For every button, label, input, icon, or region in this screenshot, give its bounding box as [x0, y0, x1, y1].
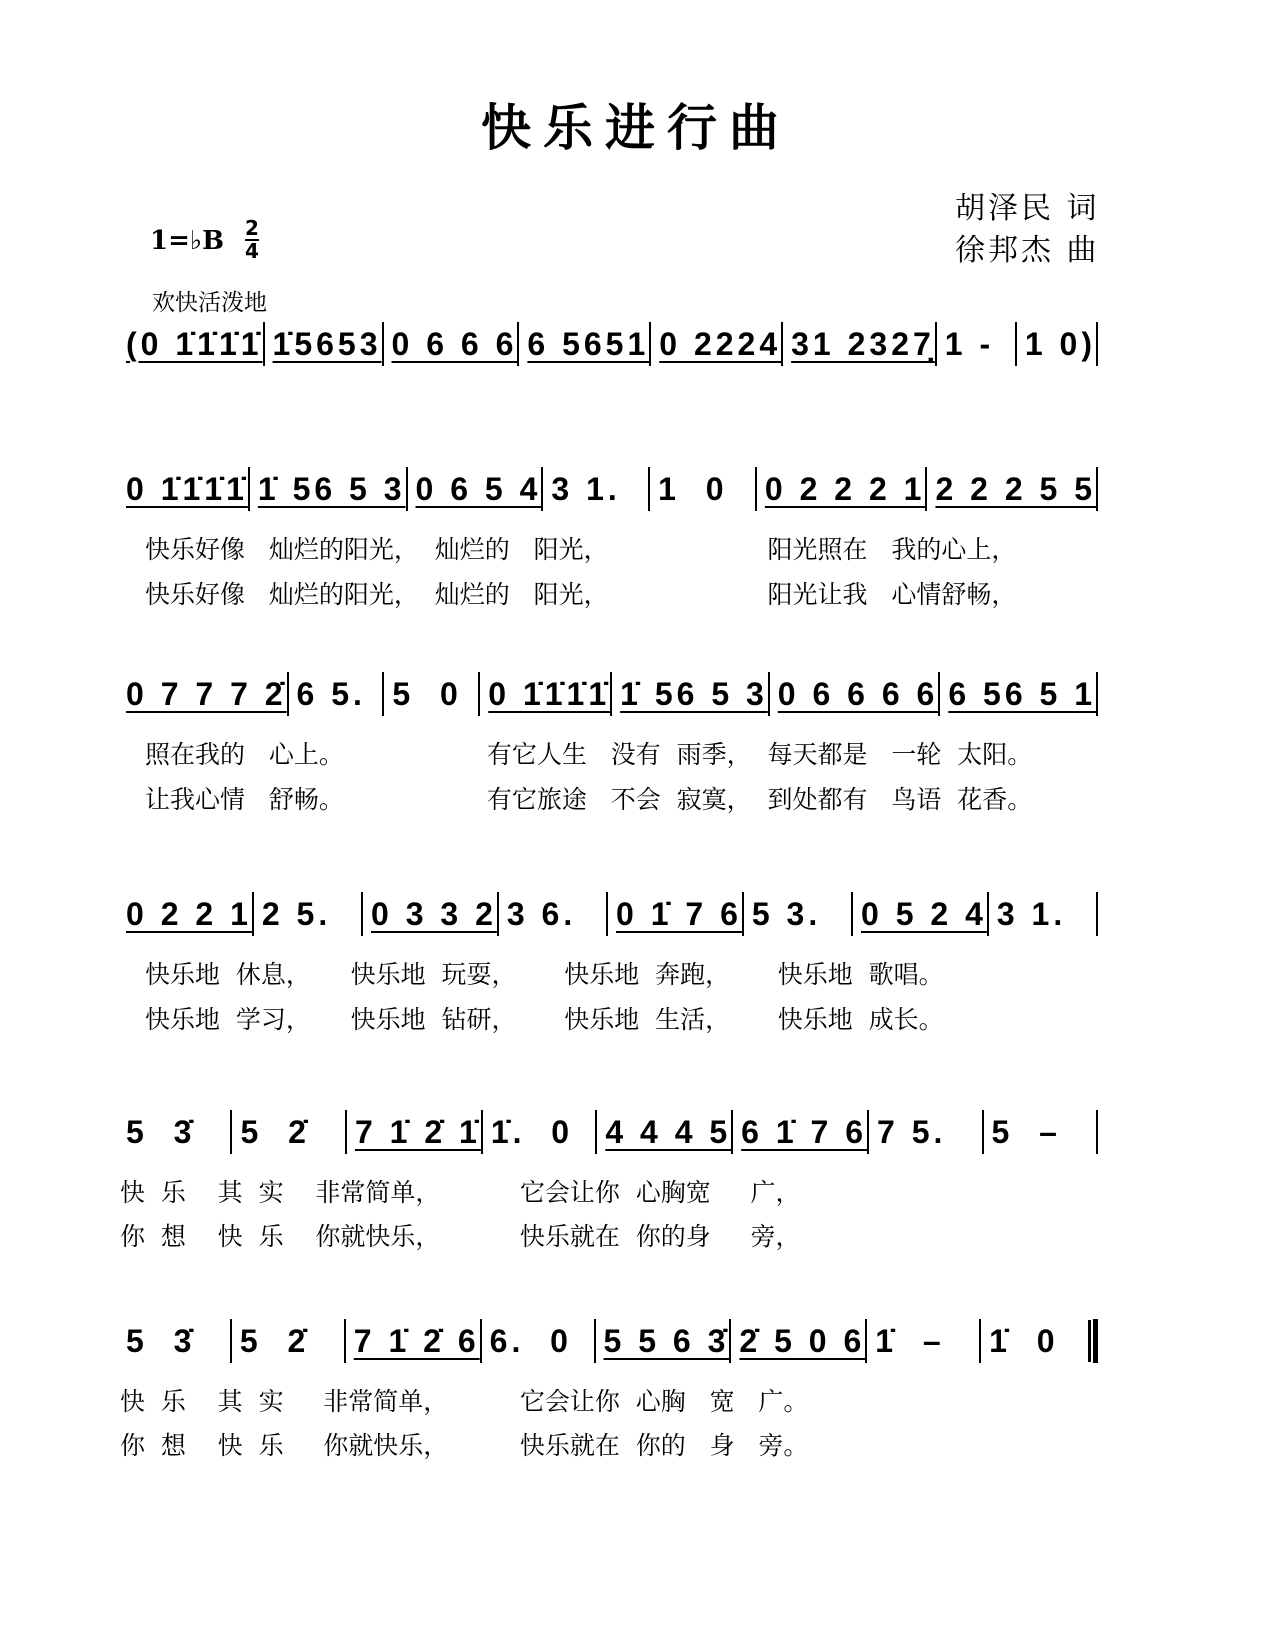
song-title: 快乐进行曲	[481, 98, 791, 157]
measure	[384, 326, 518, 363]
measure	[118, 1323, 230, 1360]
measure	[867, 1323, 979, 1360]
measure	[519, 326, 649, 363]
measure-notes: 0 6 6 6 6	[777, 675, 939, 712]
measure-notes: 0 1̇1̇1̇1̇	[126, 470, 248, 507]
measure-notes: 1̇ 0	[989, 1322, 1059, 1359]
measure	[482, 1323, 594, 1360]
measure-notes: 1 0	[658, 470, 728, 507]
measure-notes: 1̇ –	[875, 1322, 945, 1359]
measure-notes: 0 6 5 4	[415, 470, 542, 507]
measure	[118, 896, 252, 933]
measure	[118, 1114, 230, 1151]
measure-notes: 1 0)	[1024, 325, 1096, 362]
barline	[1096, 672, 1098, 716]
measure	[499, 896, 606, 933]
measure	[596, 1323, 730, 1360]
measure-notes: 5 0	[392, 675, 462, 712]
measure-notes: 0 5 2 4	[861, 895, 987, 932]
measure	[869, 1114, 981, 1151]
barline	[1096, 892, 1098, 936]
measure-notes: 0 6 6 6	[391, 325, 518, 362]
measure-notes: 0 1̇ 7 6	[616, 895, 742, 932]
measure	[731, 1323, 865, 1360]
measure-notes: 4 4 4 5	[605, 1113, 732, 1150]
time-signature	[245, 218, 259, 262]
barline	[1096, 467, 1098, 511]
measure	[981, 1323, 1093, 1360]
music-system	[118, 320, 1098, 368]
measure-notes: 6. 0	[489, 1322, 572, 1359]
tempo-marking: 欢快活泼地	[152, 290, 267, 316]
measure	[984, 1114, 1096, 1151]
measure	[989, 896, 1096, 933]
measure-notes: 1̇5653	[272, 325, 382, 362]
measure	[608, 896, 742, 933]
music-system	[118, 1108, 1098, 1156]
measure	[853, 896, 987, 933]
lyrics-verse-2: 快乐好像 灿烂的阳光， 灿烂的 阳光， 阳光让我 心情舒畅，	[145, 580, 1017, 609]
measure-notes: 5 3̇	[126, 1113, 196, 1150]
lyrics-verse-1: 快 乐 其 实 非常简单， 它会让你 心胸 宽 广。	[120, 1387, 809, 1416]
measure	[937, 326, 1015, 363]
measure	[650, 471, 755, 508]
barline	[1096, 322, 1098, 366]
lyrics-verse-2: 你 想 快 乐 你就快乐， 快乐就在 你的身 旁，	[120, 1222, 801, 1251]
measure-notes: 1̇. 0	[490, 1113, 574, 1150]
measure-notes: 6 56 5 1	[948, 675, 1096, 712]
music-system	[118, 465, 1098, 513]
music-system	[118, 890, 1098, 938]
measure	[733, 1114, 867, 1151]
measure-notes: 31 2327̣	[791, 325, 935, 362]
lyrics-verse-1: 快乐地 休息， 快乐地 玩耍， 快乐地 奔跑， 快乐地 歌唱。	[145, 960, 944, 989]
measure-notes: 1̇ 56 5 3	[257, 470, 406, 507]
measure-notes: 3 6.	[506, 895, 577, 932]
lyrics-verse-1: 照在我的 心上。 有它人生 没有 雨季， 每天都是 一轮 太阳。	[145, 740, 1033, 769]
measure	[757, 471, 926, 508]
measure-notes: 1 -	[944, 325, 995, 362]
measure-notes: 0 7 7 7 2̇	[126, 675, 287, 712]
music-system	[118, 670, 1098, 718]
measure-notes: (0 1̇1̇1̇1̇	[126, 325, 263, 362]
music-system	[118, 1317, 1098, 1365]
measure-notes: 6 1̇ 7 6	[741, 1113, 868, 1150]
measure	[927, 471, 1096, 508]
lyrics-verse-1: 快 乐 其 实 非常简单， 它会让你 心胸宽 广，	[120, 1178, 801, 1207]
measure	[363, 896, 497, 933]
lyrics-verse-1: 快乐好像 灿烂的阳光， 灿烂的 阳光， 阳光照在 我的心上，	[145, 535, 1017, 564]
measure	[346, 1323, 480, 1360]
time-top: 2	[245, 216, 259, 240]
measure	[265, 326, 382, 363]
measure-notes: 5 5 6 3̇	[603, 1322, 730, 1359]
measure-notes: 7 1̇ 2̇ 1̇	[354, 1113, 481, 1150]
measure	[483, 1114, 595, 1151]
measure	[783, 326, 935, 363]
lyricist-credit: 胡泽民 词	[955, 191, 1100, 226]
measure-notes: 1̇ 56 5 3	[620, 675, 768, 712]
measure	[250, 471, 406, 508]
measure-notes: 0 1̇1̇1̇1̇	[488, 675, 611, 712]
measure-notes: 7 5.	[877, 1113, 947, 1150]
measure	[384, 676, 478, 713]
measure	[1017, 326, 1096, 363]
lyrics-verse-2: 你 想 快 乐 你就快乐， 快乐就在 你的 身 旁。	[120, 1431, 809, 1460]
composer-credit: 徐邦杰 曲	[955, 233, 1100, 268]
measure	[651, 326, 781, 363]
measure	[118, 326, 263, 363]
measure-notes: 6 5651	[527, 325, 650, 362]
measure	[118, 471, 248, 508]
measure-notes: 5 3̇	[126, 1322, 196, 1359]
measure-notes: 0 2 2 1	[126, 895, 252, 932]
measure-notes: 2 2 2 5 5	[935, 470, 1097, 507]
measure-notes: 0 2 2 2 1	[764, 470, 926, 507]
measure-notes: 5 2̇	[240, 1113, 310, 1150]
measure-notes: 3 1.	[551, 470, 621, 507]
measure-notes: 5 –	[991, 1113, 1061, 1150]
measure	[770, 676, 939, 713]
measure	[744, 896, 851, 933]
measure-notes: 6 5.	[296, 675, 366, 712]
time-bottom: 4	[245, 239, 259, 263]
measure-notes: 2 5.	[261, 895, 332, 932]
measure	[232, 1323, 344, 1360]
key-signature: 1=♭B	[150, 226, 225, 256]
measure	[543, 471, 648, 508]
measure	[289, 676, 383, 713]
measure	[408, 471, 542, 508]
lyrics-verse-2: 快乐地 学习， 快乐地 钻研， 快乐地 生活， 快乐地 成长。	[145, 1005, 944, 1034]
measure	[612, 676, 768, 713]
measure-notes: 0 3 3 2	[371, 895, 497, 932]
measure	[940, 676, 1096, 713]
measure-notes: 2̇ 5 0 6	[739, 1322, 866, 1359]
lyrics-verse-2: 让我心情 舒畅。 有它旅途 不会 寂寞， 到处都有 鸟语 花香。	[145, 785, 1033, 814]
measure-notes: 0 2224	[659, 325, 782, 362]
measure-notes: 5 2̇	[239, 1322, 310, 1359]
measure	[232, 1114, 344, 1151]
measure-notes: 3 1.	[996, 895, 1067, 932]
measure	[480, 676, 610, 713]
measure	[347, 1114, 481, 1151]
measure	[597, 1114, 731, 1151]
measure-notes: 7 1̇ 2̇ 6	[353, 1322, 480, 1359]
measure-notes: 5 3.	[751, 895, 822, 932]
barline	[1096, 1110, 1098, 1154]
measure	[118, 676, 287, 713]
measure	[254, 896, 361, 933]
final-barline	[1093, 1319, 1098, 1363]
